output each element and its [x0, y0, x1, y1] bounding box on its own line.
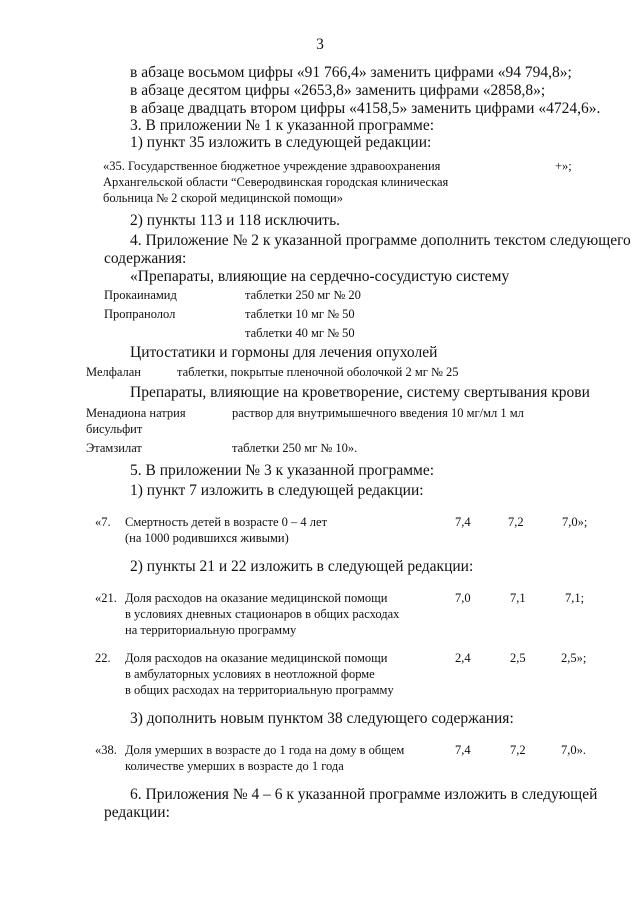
cardio-drug-form: таблетки 10 мг № 50	[245, 307, 355, 321]
point-7-value-2: 7,2	[508, 515, 524, 529]
cardio-drug-name: Пропранолол	[104, 307, 176, 321]
point-22-value-2: 2,5	[510, 651, 526, 665]
cardio-drug-form: таблетки 40 мг № 50	[245, 326, 355, 340]
point-22-number: 22.	[95, 651, 111, 665]
point-7-number: «7.	[95, 515, 111, 529]
point-21-value-3: 7,1;	[565, 591, 585, 605]
item-6-line-2: редакции:	[104, 804, 170, 821]
point-7-line-2: (на 1000 родившихся живыми)	[125, 531, 289, 545]
point-22-line-1: Доля расходов на оказание медицинской помощи	[125, 651, 388, 665]
onco-drug-form: таблетки, покрытые пленочной оболочкой 2 мг № 25	[177, 365, 459, 379]
blood-drug-form: раствор для внутримышечного введения 10 мг/мл 1 мл	[232, 406, 524, 420]
item-5-1: 1) пункт 7 изложить в следующей редакции:	[130, 482, 424, 499]
item-4-line-1: 4. Приложение № 2 к указанной программе дополнить текстом следующего	[130, 232, 631, 249]
intro-line-3: в абзаце двадцать втором цифры «4158,5» заменить цифрами «4724,6».	[130, 100, 601, 117]
point-7-value-3: 7,0»;	[562, 515, 588, 529]
point-21-line-1: Доля расходов на оказание медицинской помощи	[125, 591, 388, 605]
point-21-value-1: 7,0	[455, 591, 471, 605]
intro-line-2: в абзаце десятом цифры «2653,8» заменить цифрами «2858,8»;	[130, 82, 546, 99]
blood-drug-name: Этамзилат	[86, 441, 142, 455]
onco-heading: Цитостатики и гормоны для лечения опухолей	[130, 344, 438, 361]
item-5: 5. В приложении № 3 к указанной программе:	[130, 462, 435, 479]
intro-line-1: в абзаце восьмом цифры «91 766,4» заменить цифрами «94 794,8»;	[130, 64, 572, 81]
point-22-value-1: 2,4	[455, 651, 471, 665]
point-35-end: +»;	[555, 159, 572, 173]
point-21-value-2: 7,1	[510, 591, 526, 605]
cardio-drug-form: таблетки 250 мг № 20	[245, 288, 361, 302]
blood-heading: Препараты, влияющие на кроветворение, систему свертывания крови	[130, 384, 590, 401]
item-3: 3. В приложении № 1 к указанной программе:	[130, 117, 435, 134]
point-7-line-1: Смертность детей в возрасте 0 – 4 лет	[125, 515, 328, 529]
item-3-1: 1) пункт 35 изложить в следующей редакции:	[130, 134, 432, 151]
point-38-value-3: 7,0».	[561, 743, 586, 757]
blood-drug-form: таблетки 250 мг № 10».	[232, 441, 358, 455]
point-35-line-3: больница № 2 скорой медицинской помощи»	[103, 191, 343, 205]
item-4-line-2: содержания:	[104, 250, 187, 267]
onco-drug-name: Мелфалан	[86, 365, 141, 379]
point-21-line-3: на территориальную программу	[125, 623, 297, 637]
blood-drug-name: Менадиона натрия	[86, 406, 186, 420]
point-21-line-2: в условиях дневных стационаров в общих расходах	[125, 607, 400, 621]
point-22-value-3: 2,5»;	[561, 651, 587, 665]
point-21-number: «21.	[95, 591, 117, 605]
item-5-2: 2) пункты 21 и 22 изложить в следующей редакции:	[130, 558, 474, 575]
blood-drug-name-cont: бисульфит	[86, 422, 143, 436]
cardio-drug-name: Прокаинамид	[104, 288, 177, 302]
point-38-value-2: 7,2	[510, 743, 526, 757]
point-38-number: «38.	[95, 743, 117, 757]
point-38-value-1: 7,4	[455, 743, 471, 757]
point-35-line-2: Архангельской области “Северодвинская городская клиническая	[103, 175, 449, 189]
page-number: 3	[316, 36, 324, 53]
item-5-3: 3) дополнить новым пунктом 38 следующего содержания:	[130, 710, 514, 727]
item-6-line-1: 6. Приложения № 4 – 6 к указанной программе изложить в следующей	[130, 786, 598, 803]
point-38-line-2: количестве умерших в возрасте до 1 года	[125, 759, 344, 773]
point-38-line-1: Доля умерших в возрасте до 1 года на дому в общем	[125, 743, 405, 757]
point-22-line-3: в общих расходах на территориальную программу	[125, 683, 394, 697]
point-7-value-1: 7,4	[455, 515, 471, 529]
cardio-heading: «Препараты, влияющие на сердечно-сосудистую систему	[130, 268, 510, 285]
point-22-line-2: в амбулаторных условиях в неотложной форме	[125, 667, 375, 681]
point-35-line-1: «35. Государственное бюджетное учреждение здравоохранения	[103, 159, 441, 173]
item-3-2: 2) пункты 113 и 118 исключить.	[130, 212, 341, 229]
